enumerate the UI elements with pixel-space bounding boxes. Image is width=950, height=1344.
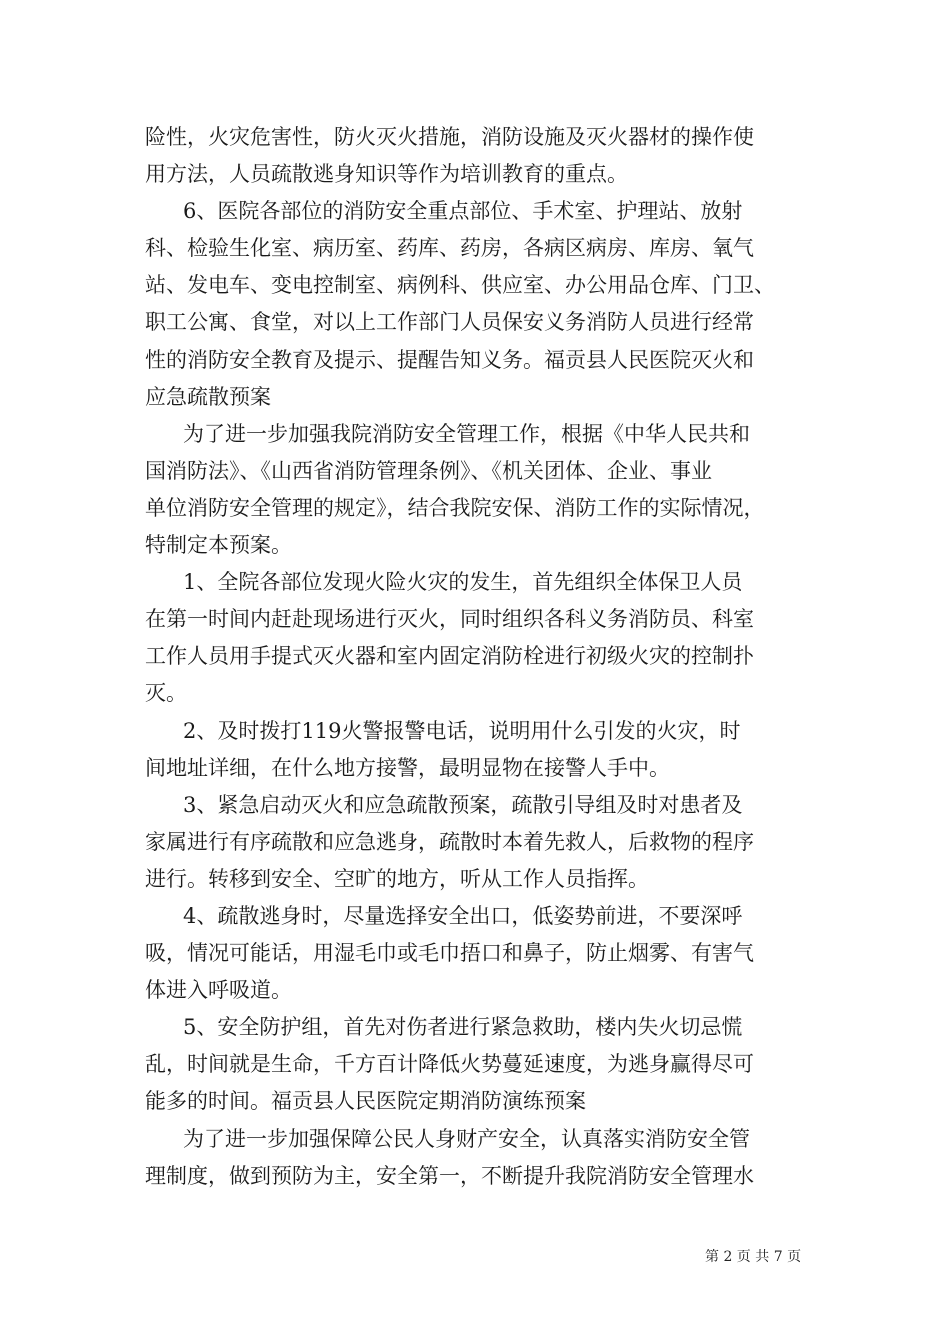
text-line: 职工公寓、食堂，对以上工作部门人员保安义务消防人员进行经常	[145, 310, 754, 335]
text-line: 站、发电车、变电控制室、病例科、供应室、办公用品仓库、门卫、	[145, 273, 775, 298]
text-line: 工作人员用手提式灭火器和室内固定消防栓进行初级火灾的控制扑	[145, 644, 754, 669]
text-line: 吸，情况可能话，用湿毛巾或毛巾捂口和鼻子，防止烟雾、有害气	[145, 941, 754, 966]
document-body	[145, 119, 825, 1195]
text-line: 险性，火灾危害性，防火灭火措施，消防设施及灭火器材的操作使	[145, 125, 754, 149]
page-number-footer: 第 2 页 共 7 页	[705, 1249, 802, 1265]
text-line: 特制定本预案。	[145, 533, 292, 558]
text-line: 用方法，人员疏散逃身知识等作为培训教育的重点。	[145, 162, 628, 187]
text-line: 应急疏散预案	[145, 384, 271, 409]
text-line: 6、医院各部位的消防安全重点部位、手术室、护理站、放射	[183, 199, 743, 224]
text-line: 间地址详细，在什么地方接警，最明显物在接警人手中。	[145, 755, 670, 780]
text-line: 体进入呼吸道。	[145, 978, 292, 1003]
text-line: 1、全院各部位发现火险火灾的发生，首先组织全体保卫人员	[183, 570, 743, 595]
text-line: 国消防法》、《山西省消防管理条例》、《机关团体、企业、事业	[145, 458, 712, 483]
text-line: 理制度，做到预防为主，安全第一，不断提升我院消防安全管理水	[145, 1163, 754, 1188]
text-line: 乱，时间就是生命，千方百计降低火势蔓延速度，为逃身赢得尽可	[145, 1052, 754, 1077]
text-line: 家属进行有序疏散和应急逃身，疏散时本着先救人，后救物的程序	[145, 829, 754, 854]
text-line: 科、检验生化室、病历室、药库、药房，各病区病房、库房、氧气	[145, 236, 754, 261]
text-line: 单位消防安全管理的规定》，结合我院安保、消防工作的实际情况，	[145, 495, 765, 520]
text-line: 性的消防安全教育及提示、提醒告知义务。福贡县人民医院灭火和	[145, 347, 754, 372]
text-line: 在第一时间内赶赴现场进行灭火，同时组织各科义务消防员、科室	[145, 607, 754, 632]
text-line: 进行。转移到安全、空旷的地方，听从工作人员指挥。	[145, 866, 649, 891]
text-line: 4、疏散逃身时，尽量选择安全出口，低姿势前进，不要深呼	[183, 903, 743, 928]
text-line: 5、安全防护组，首先对伤者进行紧急救助，楼内失火切忌慌	[183, 1015, 743, 1040]
text-line: 能多的时间。福贡县人民医院定期消防演练预案	[145, 1089, 586, 1114]
text-line: 为了进一步加强保障公民人身财产安全，认真落实消防安全管	[183, 1126, 750, 1151]
text-line: 为了进一步加强我院消防安全管理工作，根据《中华人民共和	[183, 421, 750, 446]
text-line: 2、及时拨打119火警报警电话，说明用什么引发的火灾，时	[183, 718, 741, 743]
text-line: 灭。	[145, 681, 187, 706]
text-line: 3、紧急启动灭火和应急疏散预案，疏散引导组及时对患者及	[183, 792, 743, 817]
